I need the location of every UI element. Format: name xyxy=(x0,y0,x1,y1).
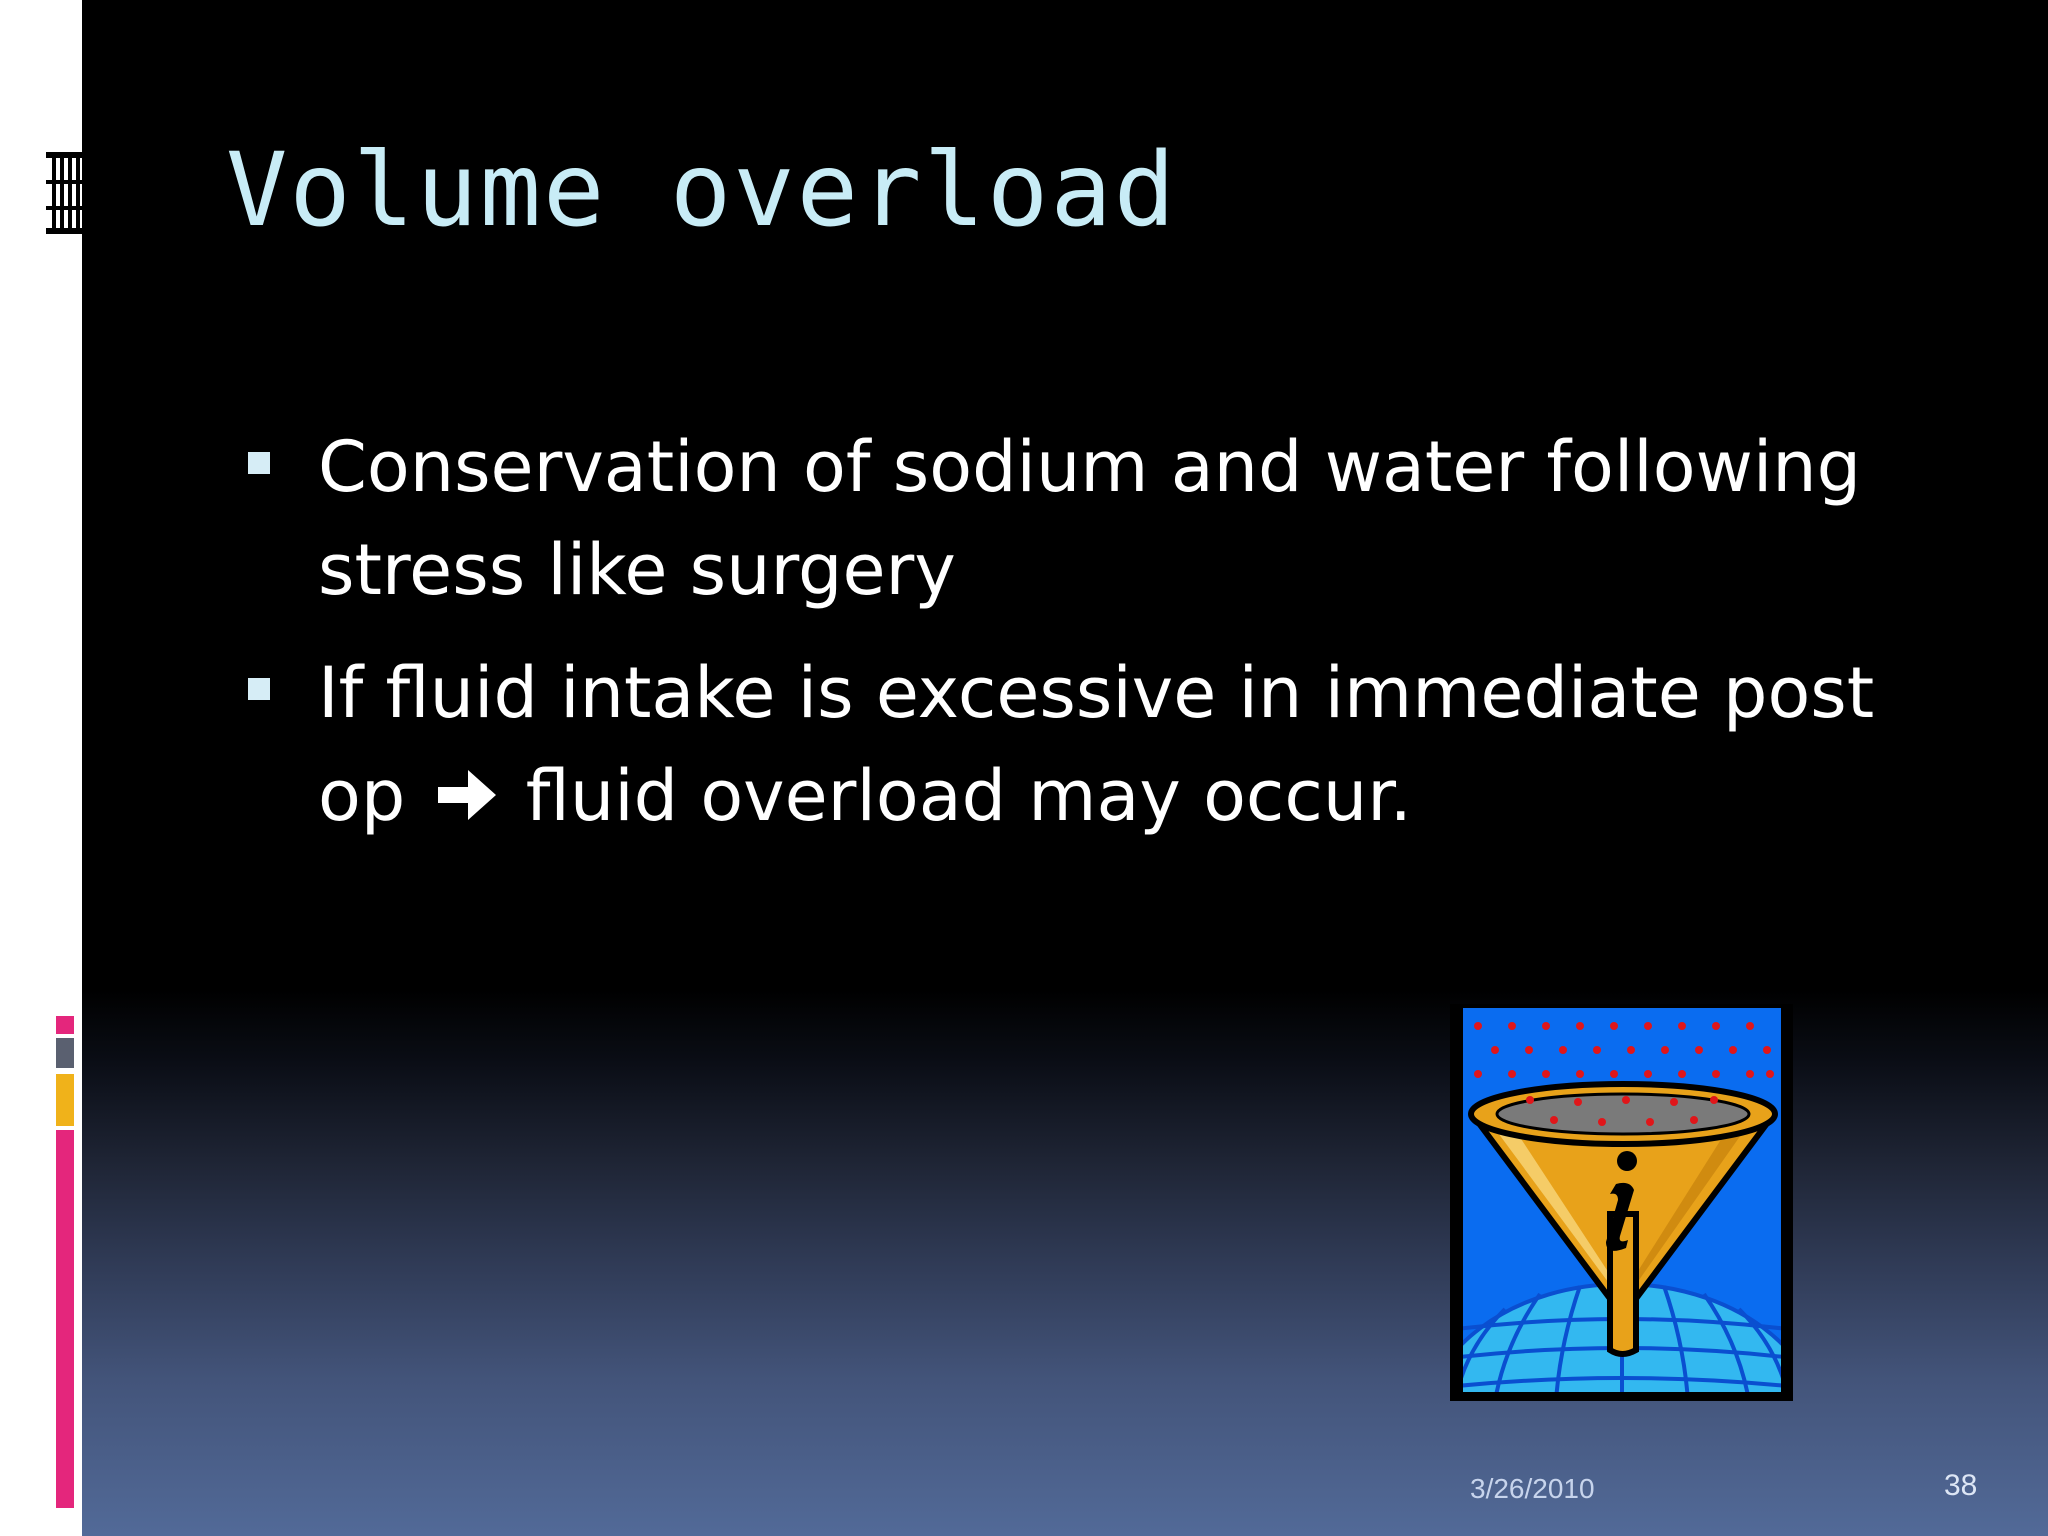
bullet-text: If fluid intake is excessive in immediate post op xyxy=(318,652,1875,837)
accent-bar-pink-top xyxy=(56,1016,74,1034)
bullet-item xyxy=(248,416,1948,622)
accent-bar-gray xyxy=(56,1038,74,1068)
slide-number: 38 xyxy=(1944,1469,1978,1502)
accent-bar-pink xyxy=(56,1130,74,1508)
bullet-list xyxy=(248,416,1948,868)
window-pane-icon xyxy=(46,152,82,234)
square-bullet-icon xyxy=(248,678,270,700)
square-bullet-icon xyxy=(248,452,270,474)
slide-title: Volume overload xyxy=(226,131,1178,250)
bullet-text: Conservation of sodium and water following stress like surgery xyxy=(318,426,1862,611)
bullet-text: fluid overload may occur. xyxy=(503,755,1412,837)
footer-date: 3/26/2010 xyxy=(1470,1473,1595,1504)
accent-bar-gold xyxy=(56,1074,74,1126)
right-arrow-icon xyxy=(434,766,498,824)
bullet-item xyxy=(248,642,1948,848)
info-funnel-globe-icon xyxy=(1450,1004,1793,1401)
